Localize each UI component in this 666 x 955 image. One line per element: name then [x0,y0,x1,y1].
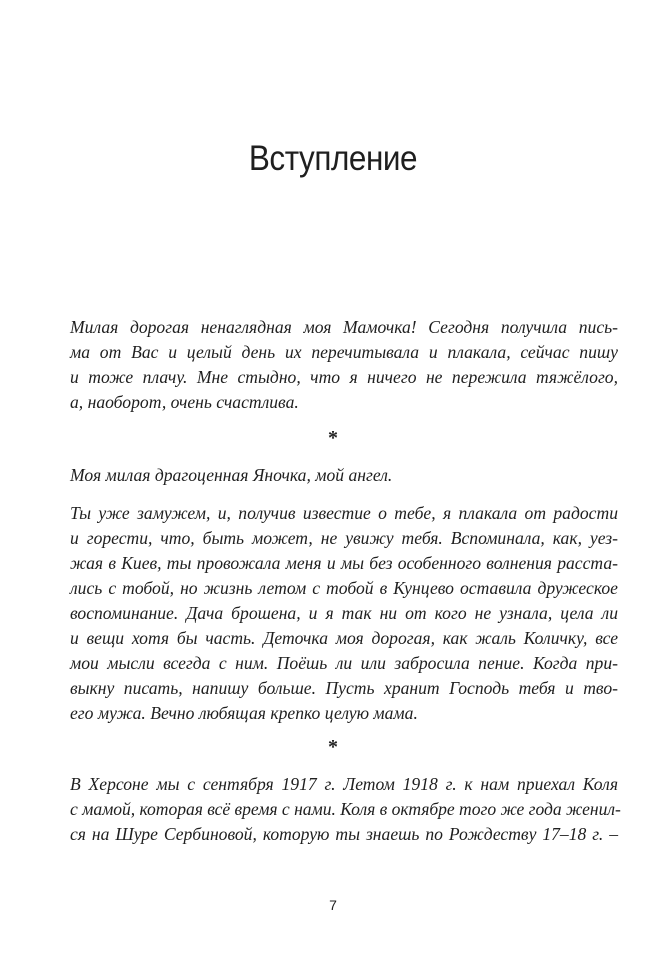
text-line: ма от Вас и целый день их перечитывала и плакала, сейчас пишу [70,342,618,362]
text-line: мои мысли всегда с ним. Поёшь ли или забросила пение. Когда при- [70,653,618,673]
text-line: Ты уже замужем, и, получив известие о тебе, я плакала от радости [70,503,618,523]
text-line: а, наоборот, очень счастлива. [70,392,299,412]
text-line: жая в Киев, ты провожала меня и мы без особенного волнения расста- [70,553,618,573]
text-line: и тоже плачу. Мне стыдно, что я ничего не пережила тяжёлого, [70,367,618,387]
text-line: лись с тобой, но жизнь летом с тобой в Кунцево оставила дружеское [70,578,618,598]
text-line: Моя милая драгоценная Яночка, мой ангел. [70,465,393,485]
text-line: В Херсоне мы с сентября 1917 г. Летом 1918 г. к нам приехал Коля [70,774,618,794]
text-line: и горести, что, быть может, не увижу тебя. Вспоминала, как, уез- [70,528,618,548]
text-line: выкну писать, напишу больше. Пусть хранит Господь тебя и тво- [70,678,618,698]
letter-paragraph-1 [70,315,618,415]
text-line: и вещи хотя бы часть. Деточка моя дорогая, как жаль Количку, все [70,628,618,648]
text-line: его мужа. Вечно любящая крепко целую мама. [70,703,418,723]
page-number: 7 [329,897,337,913]
text-line: с мамой, которая всё время с нами. Коля в октябре того же года женил- [70,799,621,819]
text-line: ся на Шуре Сербиновой, которую ты знаешь по Рождеству 17–18 г. – [70,824,618,844]
text-line: Милая дорогая ненаглядная моя Мамочка! Сегодня получила пись- [70,317,618,337]
letter-paragraph-2 [70,501,618,726]
section-separator: * [328,427,338,449]
section-separator: * [328,736,338,758]
letter-greeting [70,463,618,488]
narrative-paragraph [70,772,621,847]
text-line: воспоминание. Дача брошена, и я так ни от кого не узнала, цела ли [70,603,618,623]
chapter-title: Вступление [248,139,418,178]
